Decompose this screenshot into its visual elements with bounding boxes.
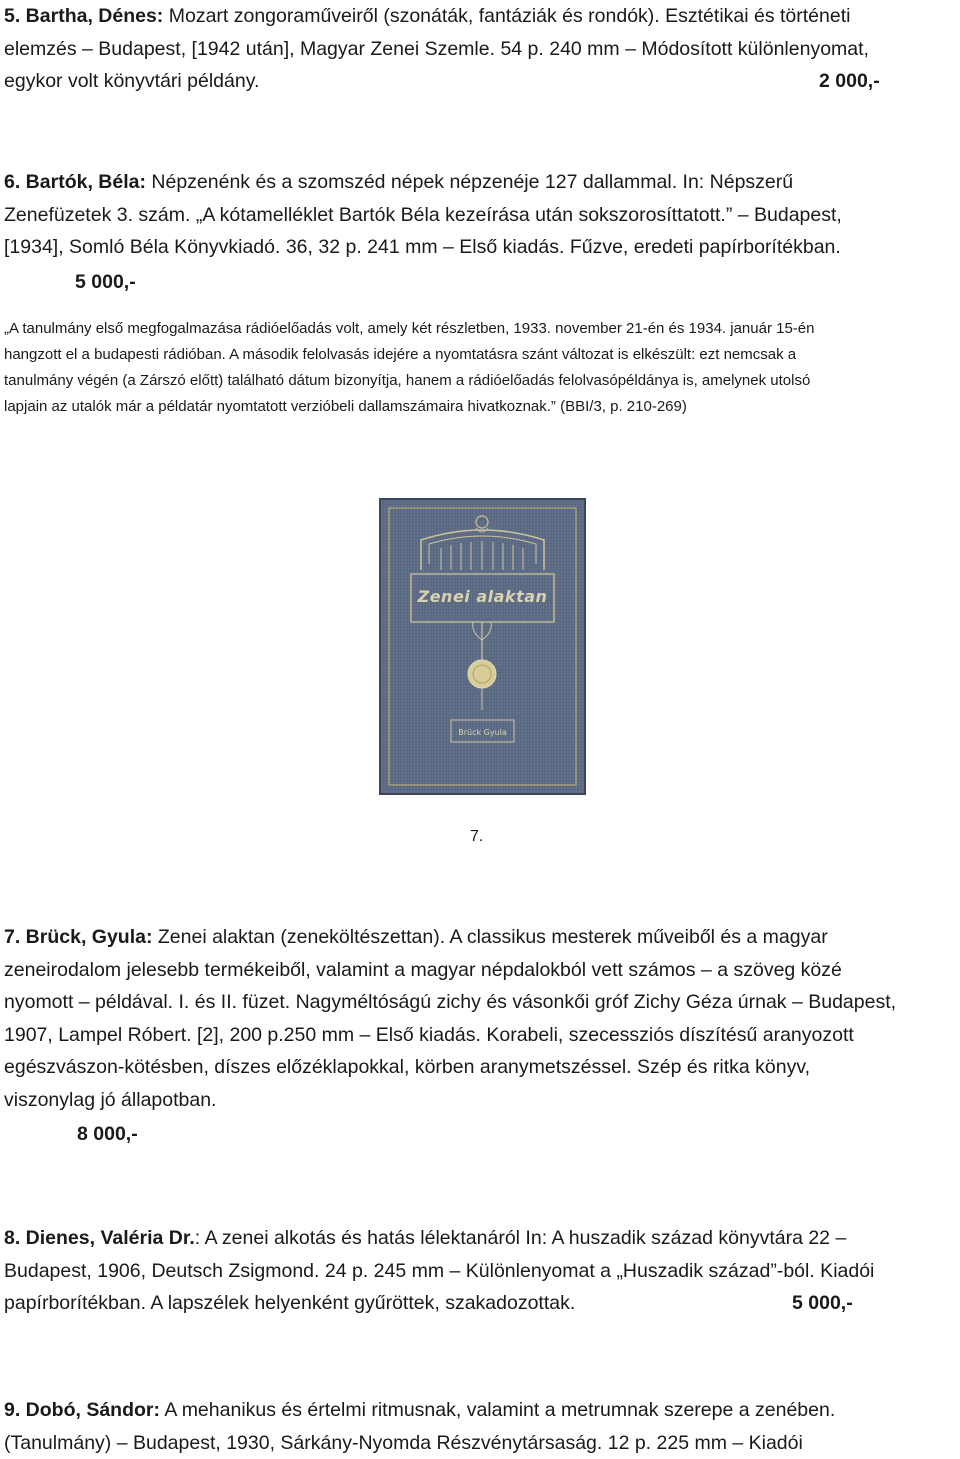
item-6-author: 6. Bartók, Béla: [4,171,146,193]
item-7-author: 7. Brück, Gyula: [4,926,152,948]
item-8-line-3: papírborítékban. A lapszélek helyenként gyűröttek, szakadozottak. [4,1287,956,1320]
item-8-author: 8. Dienes, Valéria Dr. [4,1227,195,1249]
item-7-line-3: nyomott – példával. I. és II. füzet. Nagyméltóságú zichy és vásonkői gróf Zichy Géza úrnak – Budapest, [4,986,956,1019]
item-6-price: 5 000,- [75,266,136,298]
item-5-price: 2 000,- [819,65,880,97]
item-8-price: 5 000,- [792,1287,853,1319]
item-6-line-3: [1934], Somló Béla Könyvkiadó. 36, 32 p. 241 mm – Első kiadás. Fűzve, eredeti papírborítékban. [4,231,956,264]
item-7-line-4: 1907, Lampel Róbert. [2], 200 p.250 mm – Első kiadás. Korabeli, szecessziós díszítésű aranyozott [4,1019,956,1052]
item-6 [4,166,956,264]
item-6-line-1: 6. Bartók, Béla: Népzenénk és a szomszéd népek népzenéje 127 dallammal. In: Népszerű [4,166,956,199]
item-9-author: 9. Dobó, Sándor: [4,1399,160,1421]
item-7-line-6: viszonylag jó állapotban. [4,1084,956,1117]
item-5-line-1: 5. Bartha, Dénes: Mozart zongoraműveiről (szonáták, fantáziák és rondók). Esztétikai és történeti [4,0,956,33]
item-8-line-2: Budapest, 1906, Deutsch Zsigmond. 24 p. 245 mm – Különlenyomat a „Huszadik század”-ból. Kiadói [4,1255,956,1288]
item-9-line-1: 9. Dobó, Sándor: A mehanikus és értelmi ritmusnak, valamint a metrumnak szerepe a zenében. [4,1394,956,1427]
item-6-note-line-2: hangzott el a budapesti rádióban. A második felolvasás idejére a nyomtatásra szánt változat is elkészült: ezt nemcsak a [4,342,956,368]
item-7-line-5: egészvászon-kötésben, díszes előzéklapokkal, körben aranymetszéssel. Szép és ritka könyv, [4,1051,956,1084]
item-6-note-line-1: „A tanulmány első megfogalmazása rádióelőadás volt, amely két részletben, 1933. november 21-én és 1934. január 15-én [4,316,956,342]
cover-title: Zenei alaktan [381,587,584,606]
item-7-line-1: 7. Brück, Gyula: Zenei alaktan (zeneköltészettan). A classikus mesterek műveiből és a magyar [4,921,956,954]
book-cover-image [379,498,586,795]
item-7-price: 8 000,- [77,1118,138,1150]
item-6-note-line-4: lapjain az utalók már a példatár nyomtatott verzióbeli dallamszámaira hivatkoznak.” (BBI/3, p. 210-269) [4,394,956,420]
item-7-line-2: zeneirodalom jelesebb termékeiből, valamint a magyar népdalokból vett számos – a szöveg közé [4,954,956,987]
item-6-note [4,316,956,420]
item-5 [4,0,956,98]
image-caption: 7. [470,826,483,848]
item-9-line-2: (Tanulmány) – Budapest, 1930, Sárkány-Nyomda Részvénytársaság. 12 p. 225 mm – Kiadói [4,1427,956,1459]
cover-author: Brück Gyula [381,728,584,737]
item-5-line-2: elemzés – Budapest, [1942 után], Magyar Zenei Szemle. 54 p. 240 mm – Módosított különlenyomat, [4,33,956,66]
item-5-author: 5. Bartha, Dénes: [4,5,163,27]
item-6-note-line-3: tanulmány végén (a Zárszó előtt) található dátum bizonyítja, hanem a rádióelőadás felolvasópéldánya is, amelynek utolsó [4,368,956,394]
item-9 [4,1394,956,1459]
item-7 [4,921,956,1116]
item-5-line-3: egykor volt könyvtári példány. [4,65,956,98]
item-8-line-1: 8. Dienes, Valéria Dr.: A zenei alkotás és hatás lélektanáról In: A huszadik század könyvtára 22 – [4,1222,956,1255]
item-6-line-2: Zenefüzetek 3. szám. „A kótamelléklet Bartók Béla kezeírása után sokszorosíttatott.” – Budapest, [4,199,956,232]
cover-ornament-icon [381,500,584,793]
